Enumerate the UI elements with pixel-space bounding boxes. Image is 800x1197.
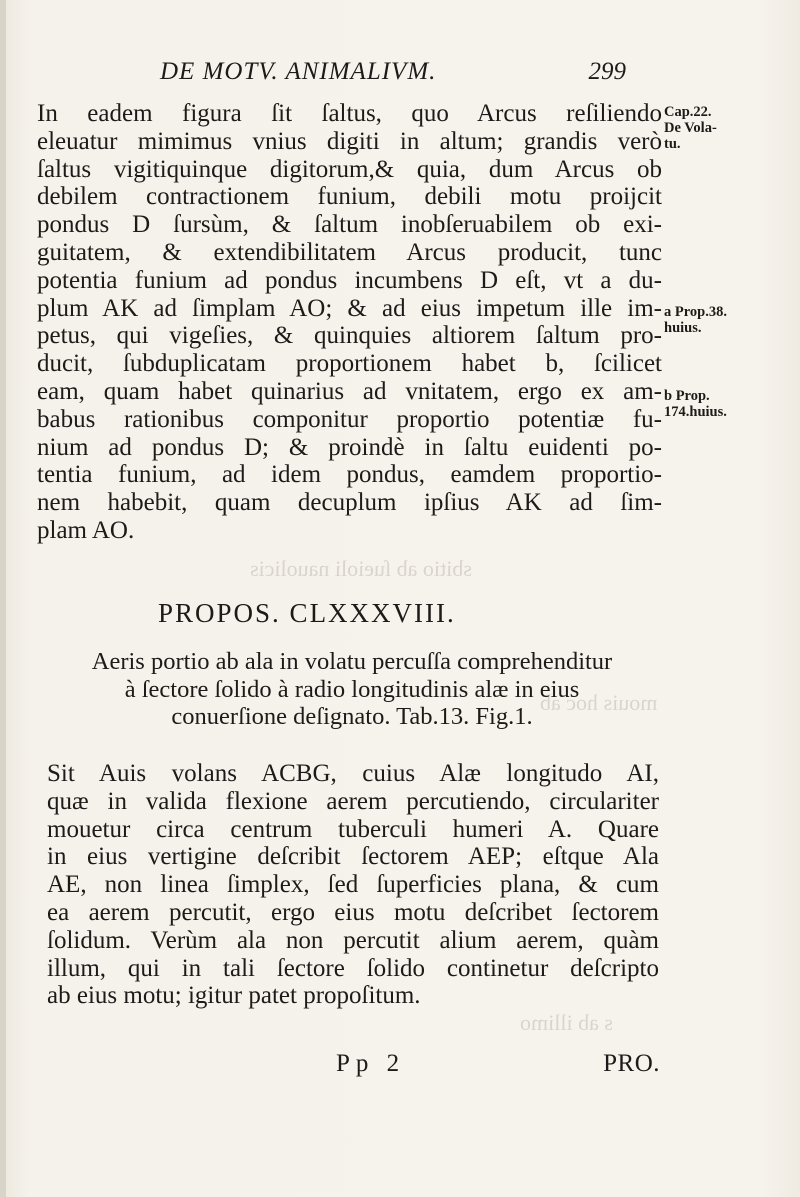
margin-note-chapter (664, 104, 776, 152)
text-line: plum AK ad ſimplam AO; & ad eius impetum ille im- (37, 294, 662, 322)
text-line: babus rationibus componitur proportio potentiæ fu- (37, 405, 662, 433)
text-line: AE, non linea ſimplex, ſed ſuperficies plana, & cum (47, 871, 659, 899)
text-line: potentia funium ad pondus incumbens D eſt, vt a du- (37, 266, 662, 294)
text-line: eam, quam habet quinarius ad vnitatem, ergo ex am- (37, 377, 662, 405)
margin-note-reference-b (664, 388, 776, 420)
text-line: in eius vertigine deſcribit ſectorem AEP; eſtque Ala (47, 843, 659, 871)
text-line: quæ in valida flexione aerem percutiendo, circulariter (47, 787, 659, 815)
text-line: nium ad pondus D; & proindè in ſaltu euidenti po- (37, 433, 662, 461)
margin-note-line: Cap.22. (664, 104, 712, 120)
page-gutter-shadow (0, 0, 6, 1197)
text-line: tentia funium, ad idem pondus, eamdem proportio- (37, 461, 662, 489)
running-head (160, 58, 650, 92)
text-line: ſaltus vigitiquinque digitorum,& quia, dum Arcus ob (37, 155, 662, 183)
text-line: ab eius motu; igitur patet propoſitum. (47, 982, 421, 1010)
catchword: PRO. (603, 1050, 660, 1077)
page-footer (330, 1050, 660, 1080)
running-head-title: DE MOTV. ANIMALIVM. (160, 58, 437, 85)
text-line: plam AO. (37, 516, 135, 544)
text-line: mouetur circa centrum tuberculi humeri A. Quare (47, 815, 659, 843)
text-line: eleuatur mimimus vnius digiti in altum; grandis verò (37, 127, 662, 155)
margin-note-line: De Vola- (664, 120, 717, 136)
text-line: ſolidum. Verùm ala non percutit alium aerem, quàm (47, 926, 659, 954)
margin-note-line: b Prop. (664, 388, 710, 404)
text-line: In eadem figura ſit ſaltus, quo Arcus reſiliendo (37, 100, 662, 127)
margin-note-line: tu. (664, 136, 681, 152)
text-line: illum, qui in tali ſectore ſolido continetur deſcripto (47, 954, 659, 982)
text-line: conuerſione deſignato. Tab.13. Fig.1. (171, 703, 533, 731)
text-line: à ſectore ſolido à radio longitudinis alæ in eius (124, 675, 580, 703)
margin-note-line: huius. (664, 320, 702, 336)
text-line: ducit, ſubduplicatam proportionem habet b, ſcilicet (37, 350, 662, 378)
page-number: 299 (588, 58, 626, 85)
bleed-through-text: mouis hoc ab (540, 690, 658, 715)
text-line: guitatem, & extendibilitatem Arcus producit, tunc (37, 238, 662, 266)
signature-mark: Pp 2 (336, 1050, 406, 1077)
text-line: debilem contractionem funium, debili motu proijcit (37, 183, 662, 211)
margin-note-reference-a (664, 304, 776, 336)
text-line: nem habebit, quam decuplum ipſius AK ad ſim- (37, 489, 662, 517)
margin-note-line: 174.huius. (664, 404, 727, 420)
text-line: petus, qui vigeſies, & quinquies altiorem ſaltum pro- (37, 322, 662, 350)
paragraph-1 (37, 100, 662, 545)
proposition-heading: PROPOS. CLXXXVIII. (158, 598, 456, 628)
text-line: Aeris portio ab ala in volatu percuſſa comprehenditur (91, 648, 613, 675)
bleed-through-text: s ab illimo (520, 1010, 613, 1035)
paragraph-2 (47, 760, 659, 1010)
text-line: pondus D ſursùm, & ſaltum inobſeruabilem ob exi- (37, 211, 662, 239)
text-line: ea aerem percutit, ergo eius motu deſcribet ſectorem (47, 898, 659, 926)
margin-note-line: a Prop.38. (664, 304, 727, 320)
proposition-statement (46, 648, 658, 731)
bleed-through-text: sbitio ab ſueioli nauolicis (250, 556, 472, 581)
text-line: Sit Auis volans ACBG, cuius Alæ longitudo AI, (47, 760, 659, 787)
